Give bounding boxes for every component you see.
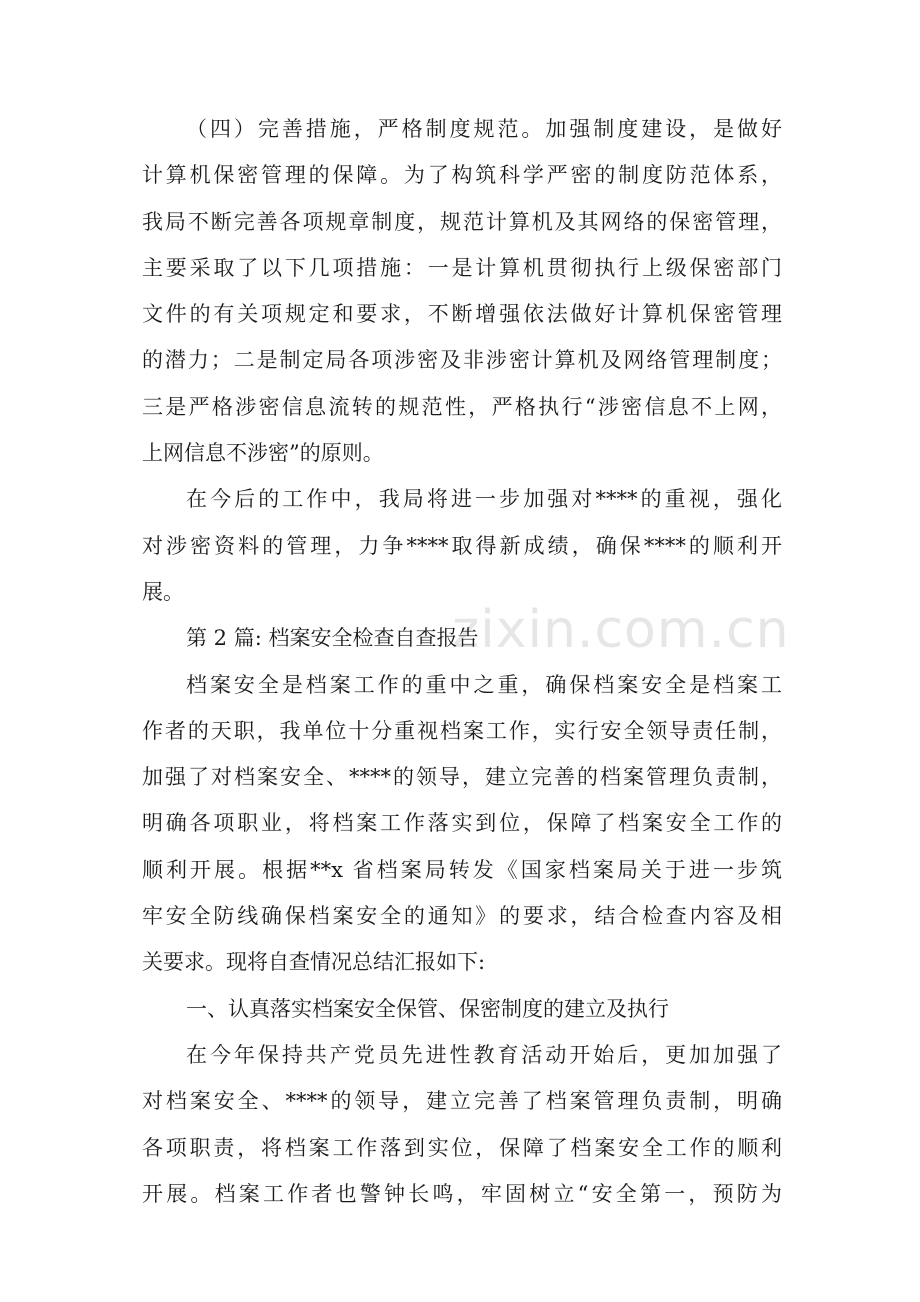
text-line: 明确各项职业，将档案工作落实到位，保障了档案安全工作的 [142,811,782,836]
paragraph-archive-safety [142,662,782,986]
text-line: 的潜力；二是制定局各项涉密及非涉密计算机及网络管理制度； [142,348,782,373]
text-line: 展。 [142,579,184,604]
heading-line: 一、认真落实档案安全保管、保密制度的建立及执行 [186,996,669,1021]
text-line: 牢安全防线确保档案安全的通知》的要求，结合检查内容及相 [142,904,782,929]
text-line: 各项职责，将档案工作落到实位，保障了档案安全工作的顺利 [142,1135,782,1160]
text-line: 对涉密资料的管理，力争****取得新成绩，确保****的顺利开 [142,533,782,558]
text-line: 档案安全是档案工作的重中之重，确保档案安全是档案工 [186,672,782,697]
paragraph-future-work [142,476,782,615]
section-heading [142,615,782,661]
text-line: 主要采取了以下几项措施：一是计算机贯彻执行上级保密部门 [142,255,782,280]
text-line: 上网信息不涉密”的原则。 [142,441,384,466]
text-line: 顺利开展。根据**x 省档案局转发《国家档案局关于进一步筑 [142,857,782,882]
text-line: 开展。档案工作者也警钟长鸣，牢固树立“安全第一，预防为 [142,1181,782,1206]
heading-line: 第 2 篇: 档案安全检查自查报告 [186,626,479,651]
text-line: 作者的天职，我单位十分重视档案工作，实行安全领导责任制， [142,718,782,743]
text-line: 计算机保密管理的保障。为了构筑科学严密的制度防范体系， [142,163,782,188]
paragraph-measures [142,106,782,476]
text-line: （四）完善措施，严格制度规范。加强制度建设，是做好 [186,117,782,141]
text-line: 文件的有关项规定和要求，不断增强依法做好计算机保密管理 [142,302,782,327]
paragraph-education-activity [142,1032,782,1217]
text-line: 关要求。现将自查情况总结汇报如下: [142,950,486,975]
document-body [142,106,782,1217]
watermark: zixin.com.cn [452,600,790,660]
text-line: 在今后的工作中，我局将进一步加强对****的重视，强化 [186,487,782,512]
text-line: 在今年保持共产党员先进性教育活动开始后，更加加强了 [186,1042,782,1067]
text-line: 三是严格涉密信息流转的规范性，严格执行“涉密信息不上网， [142,394,782,419]
text-line: 对档案安全、****的领导，建立完善了档案管理负责制，明确 [142,1089,782,1114]
subsection-heading [142,986,782,1032]
text-line: 加强了对档案安全、****的领导，建立完善的档案管理负责制， [142,765,782,790]
text-line: 我局不断完善各项规章制度，规范计算机及其网络的保密管理， [142,209,782,234]
